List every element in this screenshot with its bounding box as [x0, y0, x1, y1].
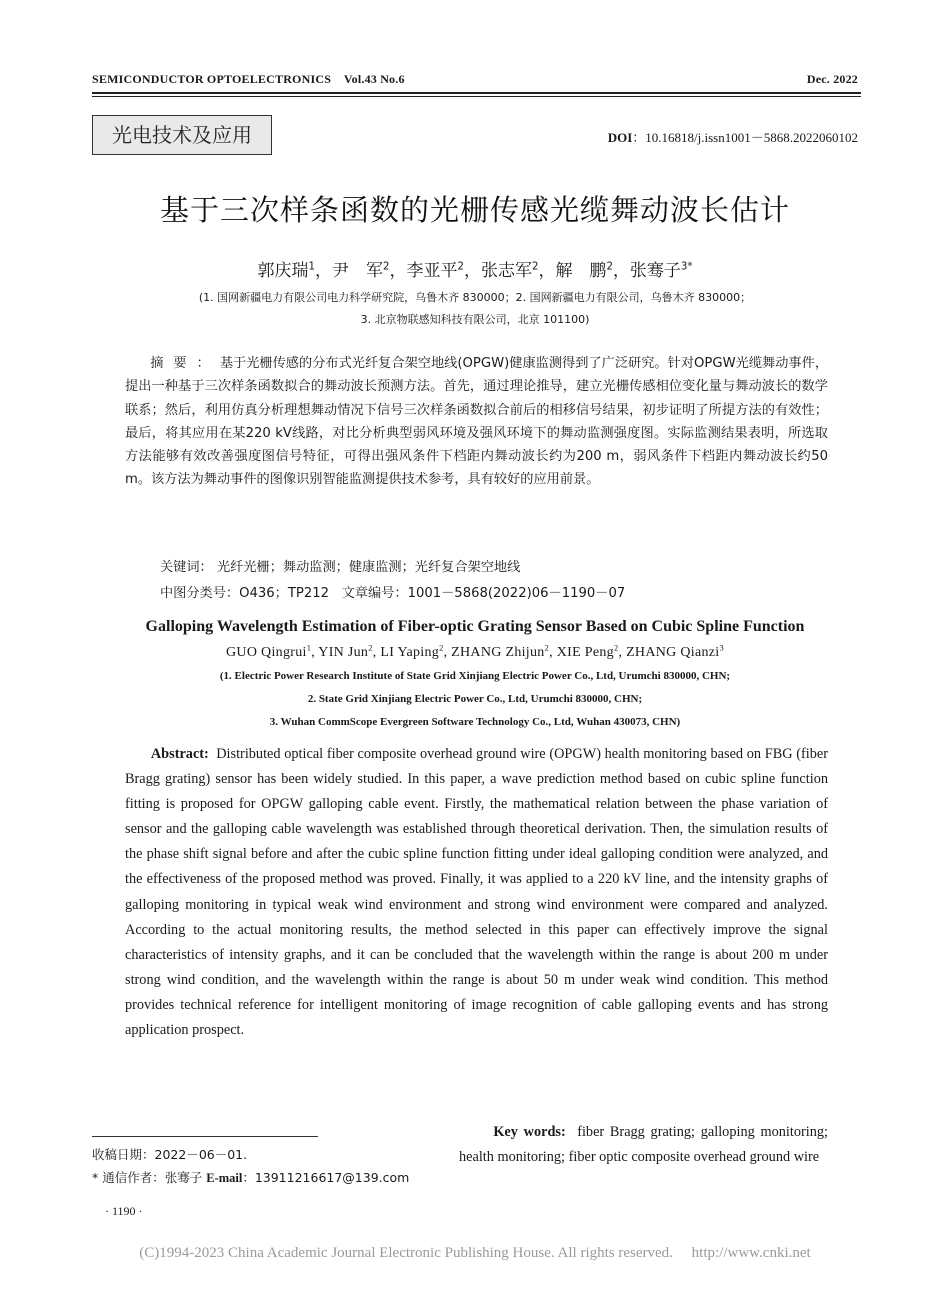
email-address: ：13911216617@139.com [242, 1170, 410, 1185]
author-en: GUO Qingrui [226, 645, 307, 660]
affiliation-en-line: 3. Wuhan CommScope Evergreen Software Technology Co., Ltd, Wuhan 430073, CHN) [269, 716, 681, 728]
classification-cn: 中图分类号：O436；TP212 文章编号：1001－5868(2022)06－1190－07 [160, 586, 626, 601]
authors-cn: 郭庆瑞$^1$，尹 军$^2$，李亚平$^2$，张志军$^2$，解 鹏$^2$，张骞子$^{3*}$ [257, 261, 693, 281]
keywords-en-text: fiber Bragg grating; galloping monitoring; health monitoring; fiber optic composite overhead ground wire [459, 1124, 828, 1165]
page-number: · 1190 · [105, 1204, 143, 1218]
doi-value: 10.16818/j.issn1001－5868.2022060102 [645, 130, 858, 145]
header-rule-thick [92, 92, 861, 94]
doi-label: DOI [607, 130, 633, 145]
article-number: 1001－5868(2022)06－1190－07 [407, 586, 626, 601]
abstract-en-text: Distributed optical fiber composite overhead ground wire (OPGW) health monitoring based on FBG (fiber Bragg grating) sensor has been widely studied. In this paper, a wave prediction method based on cubic spline function fitting is proposed for OPGW galloping cable event. Firstly, the mathematical relation between the phase variation of sensor and the galloping cable wavelength was established through theoretical derivation. Then, the simulation results of the phase shift signal before and after the cubic spline function fitting under ideal galloping condition were analyzed, and the effectiveness of the proposed method was proved. Finally, it was applied to a 220 kV line, and the intensity graphs of galloping monitoring in typical weak wind environment and strong wind environment were compared and analyzed. According to the actual monitoring results, the method selected in this paper can effectively improve the signal characteristics of intensity graphs, and it can be concluded that the wavelength within the range is about 200 m under strong wind condition, and the wavelength within the range is about 50 m under weak wind condition. This method provides technical reference for intelligent monitoring of image recognition of cable galloping events and has strong application prospect. [125, 746, 829, 1039]
keywords-cn-label: 关键词： [160, 560, 213, 575]
author-en: ZHANG Zhijun [451, 645, 545, 660]
abstract-cn [125, 352, 828, 492]
author-cn: 张骞子 [629, 261, 681, 281]
running-header-date: Dec. 2022 [806, 72, 858, 86]
author-en: YIN Jun [318, 645, 369, 660]
footnote-corresponding: * 通信作者：张骞子 E-mail：13911216617@139.com [92, 1170, 410, 1185]
running-header-journal [92, 72, 405, 87]
journal-volume: Vol.43 No.6 [343, 72, 405, 86]
author-cn: 李亚平 [406, 261, 458, 281]
journal-name: SEMICONDUCTOR OPTOELECTRONICS [92, 72, 332, 86]
email-label: E-mail [206, 1171, 243, 1185]
author-en: LI Yaping [380, 645, 440, 660]
cnki-watermark: (C)1994-2023 China Academic Journal Electronic Publishing House. All rights reserved. http://www.cnki.net [139, 1245, 811, 1261]
author-en: ZHANG Qianzi [626, 645, 720, 660]
section-tag: 光电技术及应用 [92, 115, 272, 155]
author-cn: 尹 军 [331, 261, 383, 281]
clc-number: O436；TP212 [239, 586, 330, 601]
abstract-cn-text: 基于光栅传感的分布式光纤复合架空地线(OPGW)健康监测得到了广泛研究。针对OPGW光缆舞动事件，提出一种基于三次样条函数拟合的舞动波长预测方法。首先，通过理论推导，建立光栅传感相位变化量与舞动波长的数学联系；然后，利用仿真分析理想舞动情况下信号三次样条函数拟合前后的相移信号结果，初步证明了所提方法的有效性；最后，将其应用在某220 kV线路，对比分析典型弱风环境及强风环境下的舞动监测强度图。实际监测结果表明，所选取方法能够有效改善强度图信号特征，可得出强风条件下档距内舞动波长约为200 m，弱风条件下档距内舞动波长约50 m。该方法为舞动事件的图像识别智能监测提供技术参考，具有较好的应用前景。 [125, 356, 829, 488]
keywords-cn-text: 光纤光栅；舞动监测；健康监测；光纤复合架空地线 [216, 560, 521, 575]
affiliation-cn-line: 3. 北京物联感知科技有限公司，北京 101100) [360, 313, 590, 326]
keywords-cn [160, 556, 520, 575]
keywords-en-label: Key words: [493, 1124, 566, 1140]
header-rule-thin [92, 96, 861, 97]
author-cn: 解 鹏 [555, 261, 607, 281]
doi: DOI：10.16818/j.issn1001－5868.2022060102 [607, 130, 858, 145]
affiliation-en-line: (1. Electric Power Research Institute of State Grid Xinjiang Electric Power Co., Ltd, Urumchi 830000, CHN; [219, 670, 731, 682]
footnote-received: 收稿日期：2022－06－01. [92, 1147, 248, 1162]
abstract-cn-label: 摘要： [150, 356, 220, 371]
authors-en: GUO Qingrui$^1$, YIN Jun$^2$, LI Yaping$^2$, ZHANG Zhijun$^2$, XIE Peng$^2$, ZHANG Qianzi$^3$ [226, 643, 724, 660]
keywords-en [459, 1120, 828, 1170]
paper-title-en: Galloping Wavelength Estimation of Fiber-optic Grating Sensor Based on Cubic Spline Function [145, 618, 805, 635]
footnote-rule [92, 1136, 318, 1137]
author-cn: 郭庆瑞 [257, 261, 309, 281]
abstract-en-label: Abstract: [150, 746, 209, 762]
affiliation-en-line: 2. State Grid Xinjiang Electric Power Co., Ltd, Urumchi 830000, CHN; [307, 693, 643, 705]
received-date: 2022－06－01. [154, 1147, 248, 1162]
paper-title-cn: 基于三次样条函数的光栅传感光缆舞动波长估计 [159, 193, 790, 227]
abstract-en [125, 742, 828, 1043]
author-en: XIE Peng [556, 645, 614, 660]
affiliation-cn-line: (1. 国网新疆电力有限公司电力科学研究院，乌鲁木齐 830000；2. 国网新疆电力有限公司，乌鲁木齐 830000； [198, 291, 752, 304]
author-cn: 张志军 [480, 261, 532, 281]
